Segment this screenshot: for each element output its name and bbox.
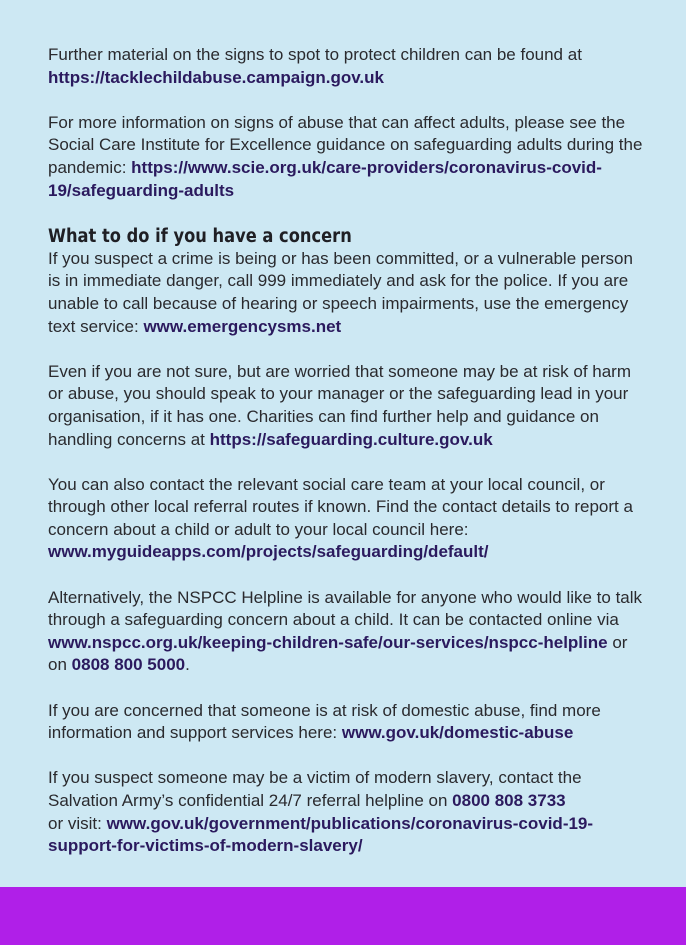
nspcc-or-on-text: or on [48,632,628,675]
concern-heading: What to do if you have a concern [48,225,352,247]
worried-paragraph [48,361,648,451]
modern-slavery-link[interactable]: www.gov.uk/government/publications/coronavirus-covid-19-support-for-victims-of-modern-slavery/ [48,813,594,856]
modern-slavery-text: If you suspect someone may be a victim of modern slavery, contact the Salvation Army’s confidential 24/7 referral helpline on [48,768,582,810]
children-signs-text: Further material on the signs to spot to protect children can be found at [48,45,582,64]
modern-slavery-visit-text: or visit: [48,813,102,833]
tacklechildabuse-link[interactable]: https://tacklechildabuse.campaign.gov.uk [48,67,384,87]
domestic-abuse-paragraph [48,700,648,745]
myguideapps-link[interactable]: www.myguideapps.com/projects/safeguarding/default/ [48,542,489,562]
document-body [48,44,648,880]
adults-signs-text: For more information on signs of abuse that can affect adults, please see the Social Care Institute for Excellence guidance on safeguarding adults during the pandemic: [48,112,643,177]
worried-text: Even if you are not sure, but are worried that someone may be at risk of harm or abuse, you should speak to your manager or the safeguarding lead in your organisation, if it has one. Charities can find further help and guidance on handling concerns at [48,361,632,449]
scie-safeguarding-link[interactable]: https://www.scie.org.uk/care-providers/coronavirus-covid-19/safeguarding-adults [48,157,602,200]
emergency-text: If you suspect a crime is being or has been committed, or a vulnerable person is in immediate danger, call 999 immediately and ask for the police. If you are unable to call because of hearing or speech impairments, use the emergency text service: [48,248,633,336]
modern-slavery-paragraph [48,767,648,857]
children-signs-paragraph [48,44,648,89]
local-council-paragraph [48,474,648,564]
safeguarding-culture-link[interactable]: https://safeguarding.culture.gov.uk [209,429,493,449]
nspcc-phone-link[interactable]: 0808 800 5000 [71,655,186,675]
emergency-paragraph [48,248,648,338]
nspcc-text: Alternatively, the NSPCC Helpline is available for anyone who would like to talk through a safeguarding concern about a child. It can be contacted online via [48,587,643,630]
emergencysms-link[interactable]: www.emergencysms.net [143,316,342,336]
domestic-abuse-text: If you are concerned that someone is at risk of domestic abuse, find more information and support services here: [48,700,601,743]
adults-signs-paragraph [48,112,648,202]
footer-band [0,887,686,945]
salvation-army-phone-link[interactable]: 0800 808 3733 [452,791,566,810]
domestic-abuse-link[interactable]: www.gov.uk/domestic-abuse [341,723,574,743]
local-council-text: You can also contact the relevant social care team at your local council, or through other local referral routes if known. Find the contact details to report a concern about a child or adult to your local council here: [48,474,633,539]
nspcc-period: . [185,655,190,675]
nspcc-paragraph [48,587,648,677]
nspcc-link[interactable]: www.nspcc.org.uk/keeping-children-safe/our-services/nspcc-helpline [48,632,608,652]
